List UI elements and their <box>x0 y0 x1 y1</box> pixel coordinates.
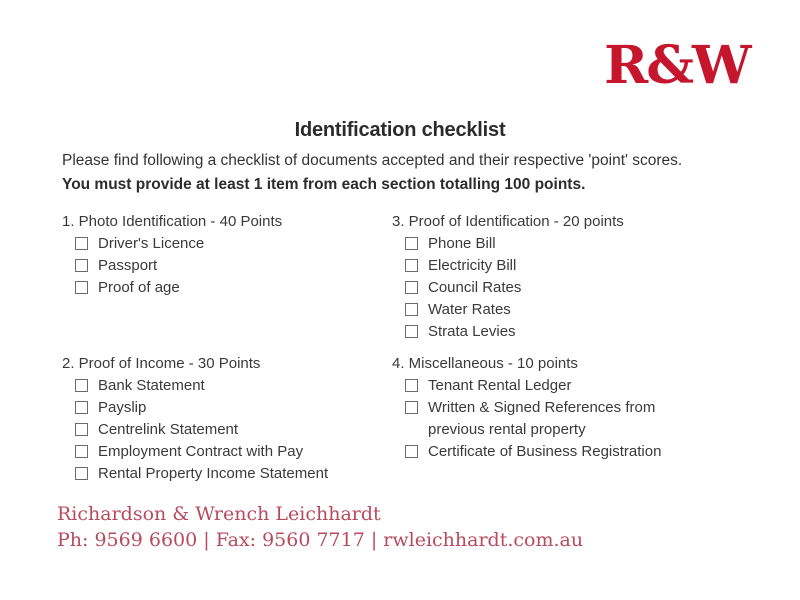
list-item <box>62 463 382 485</box>
section-title: 4. Miscellaneous - 10 points <box>392 355 578 372</box>
intro-line-1: Please find following a checklist of documents accepted and their respective 'point' scores. <box>62 152 683 169</box>
list-item <box>62 397 382 419</box>
checkbox-icon[interactable] <box>405 445 418 458</box>
checkbox-icon[interactable] <box>405 401 418 414</box>
list-item <box>392 441 712 463</box>
item-label: Water Rates <box>428 301 511 318</box>
checkbox-icon[interactable] <box>405 379 418 392</box>
footer <box>57 501 583 553</box>
list-item <box>62 419 382 441</box>
item-label: Passport <box>98 257 158 274</box>
checkbox-icon[interactable] <box>405 281 418 294</box>
section-proof-of-income <box>62 353 382 485</box>
item-label: Written & Signed References from previous rental property <box>428 399 656 438</box>
checkbox-icon[interactable] <box>405 237 418 250</box>
checkbox-icon[interactable] <box>405 325 418 338</box>
item-label: Phone Bill <box>428 235 496 252</box>
list-item <box>392 277 712 299</box>
section-photo-identification <box>62 211 382 299</box>
section-miscellaneous <box>392 353 712 463</box>
checkbox-icon[interactable] <box>75 259 88 272</box>
checkbox-icon[interactable] <box>405 259 418 272</box>
intro-line-2: You must provide at least 1 item from each section totalling 100 points. <box>62 176 586 193</box>
item-label: Proof of age <box>98 279 180 296</box>
section-proof-of-identification <box>392 211 712 343</box>
item-label: Driver's Licence <box>98 235 205 252</box>
item-label: Certificate of Business Registration <box>428 443 662 460</box>
checkbox-icon[interactable] <box>405 303 418 316</box>
checkbox-icon[interactable] <box>75 445 88 458</box>
item-label: Strata Levies <box>428 323 516 340</box>
checkbox-icon[interactable] <box>75 281 88 294</box>
rw-brand-logo: R&W <box>604 35 750 96</box>
list-item <box>392 299 712 321</box>
list-item <box>62 255 382 277</box>
footer-contact-line: Ph: 9569 6600 | Fax: 9560 7717 | rwleichhardt.com.au <box>57 529 584 551</box>
page-title: Identification checklist <box>294 119 506 141</box>
item-label: Council Rates <box>428 279 522 296</box>
checkbox-icon[interactable] <box>75 379 88 392</box>
item-label: Payslip <box>98 399 147 416</box>
list-item <box>392 375 712 397</box>
intro-text <box>62 149 762 197</box>
item-label: Electricity Bill <box>428 257 517 274</box>
list-item <box>392 397 712 441</box>
item-label: Rental Property Income Statement <box>98 465 329 482</box>
checkbox-icon[interactable] <box>75 423 88 436</box>
list-item <box>62 441 382 463</box>
checkbox-icon[interactable] <box>75 467 88 480</box>
item-label: Employment Contract with Pay <box>98 443 304 460</box>
item-label: Bank Statement <box>98 377 205 394</box>
list-item <box>392 233 712 255</box>
item-label: Centrelink Statement <box>98 421 239 438</box>
list-item <box>62 233 382 255</box>
list-item <box>62 375 382 397</box>
list-item <box>392 255 712 277</box>
checkbox-icon[interactable] <box>75 401 88 414</box>
checkbox-icon[interactable] <box>75 237 88 250</box>
section-title: 2. Proof of Income - 30 Points <box>62 355 261 372</box>
list-item <box>62 277 382 299</box>
footer-company-name: Richardson & Wrench Leichhardt <box>57 503 381 525</box>
section-title: 1. Photo Identification - 40 Points <box>62 213 283 230</box>
item-label: Tenant Rental Ledger <box>428 377 572 394</box>
list-item <box>392 321 712 343</box>
section-title: 3. Proof of Identification - 20 points <box>392 213 624 230</box>
